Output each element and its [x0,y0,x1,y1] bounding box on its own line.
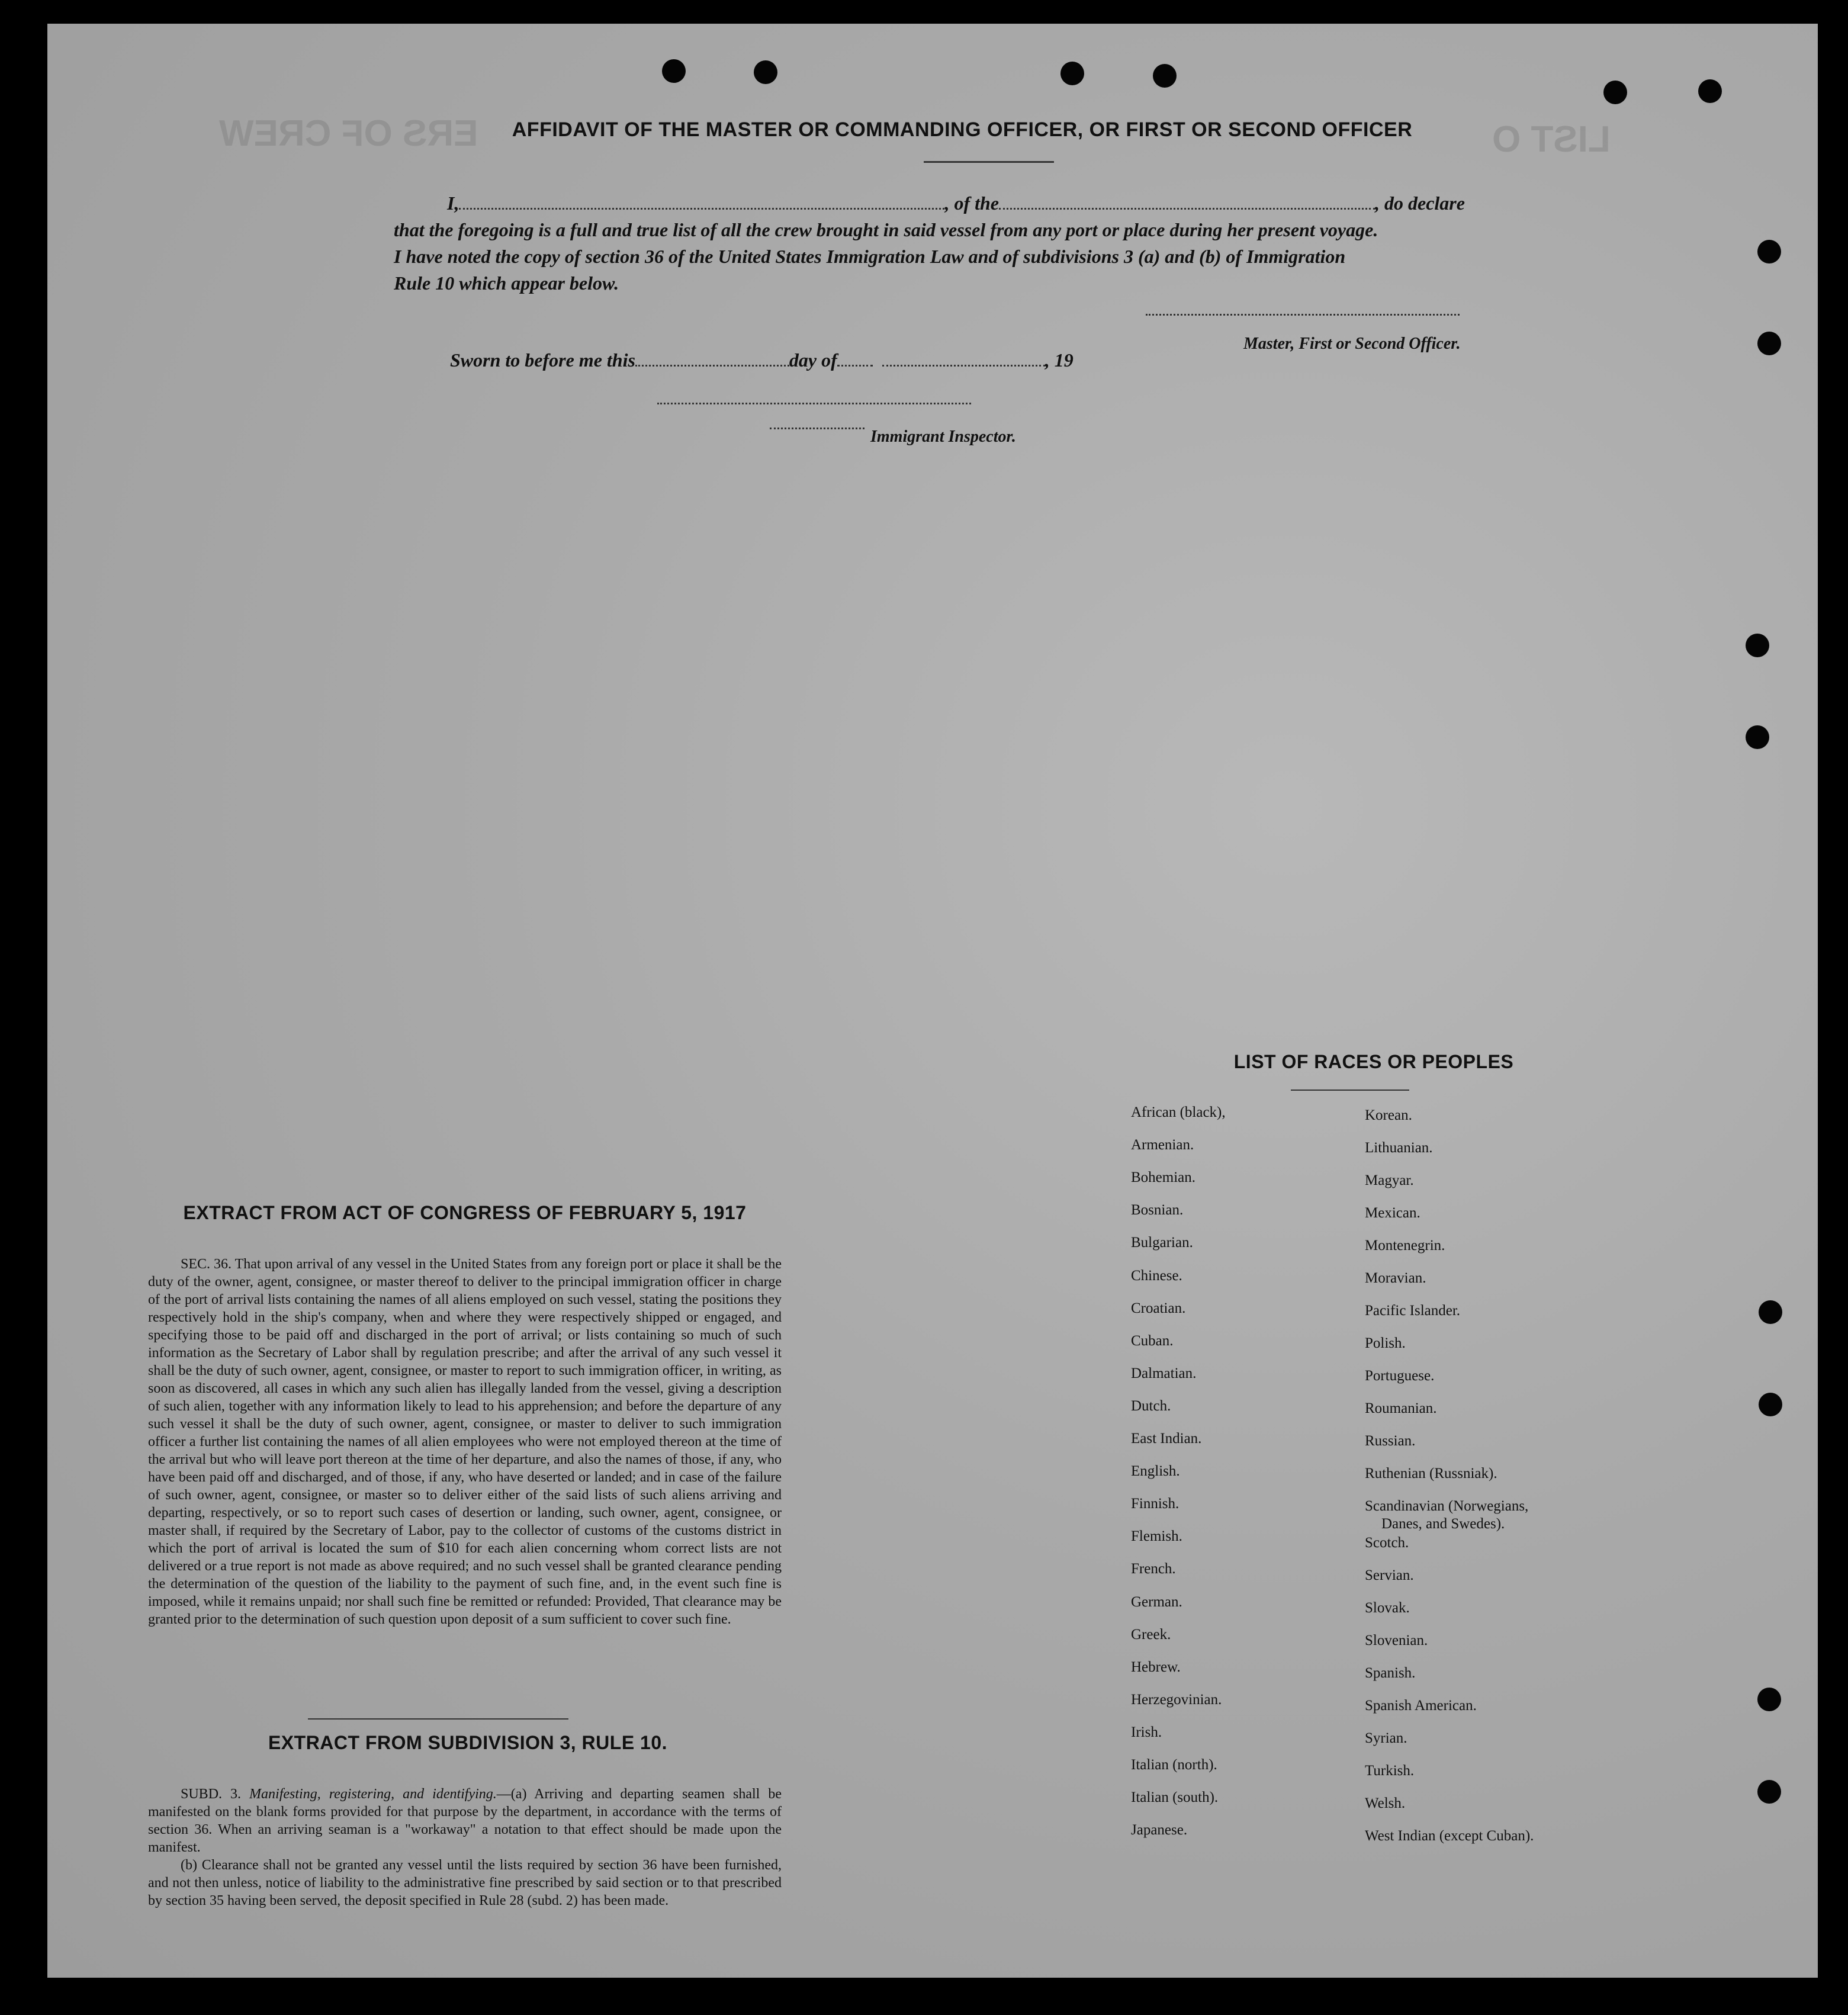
race-item: Ruthenian (Russniak). [1365,1466,1497,1481]
subd-italic-heading: Manifesting, registering, and identifying. [249,1786,497,1802]
punch-hole-icon [1603,81,1627,104]
race-item: Cuban. [1131,1332,1174,1349]
races-title: LIST OF RACES OR PEOPLES [1233,1051,1514,1072]
races-divider [1291,1090,1409,1091]
race-item: Portuguese. [1365,1368,1435,1384]
race-item: Scotch. [1365,1535,1409,1551]
punch-hole-icon [754,60,777,84]
race-item: Bosnian. [1131,1202,1184,1219]
race-item: French. [1131,1561,1176,1577]
master-signature-field[interactable] [1146,314,1460,316]
race-item: Spanish American. [1365,1698,1477,1714]
extract-rule-title: EXTRACT FROM SUBDIVISION 3, RULE 10. [268,1732,668,1753]
subd-para-a-text: —(a) Arriving and departing seamen shall be manifested on the blank forms provided for that purpose by the department, in accordance with the terms of section 36. When an arriving seaman is a "workaway" a notation to that effect should be made upon the manifest. [148,1786,782,1855]
race-item: Scandinavian (Norwegians, [1365,1498,1529,1514]
document-page [47,24,1818,1978]
inspector-signature-field[interactable] [657,403,971,404]
punch-hole-icon [662,59,686,83]
punch-hole-icon [1757,240,1781,263]
race-item: Servian. [1365,1567,1414,1583]
race-item: Slovenian. [1365,1632,1428,1648]
sworn-line [450,349,1074,371]
year-label: , 19 [1044,349,1074,371]
race-item: Irish. [1131,1724,1162,1740]
punch-hole-icon [1759,1300,1782,1324]
race-item: English. [1131,1463,1180,1480]
declare-label: , do declare [1375,192,1465,214]
sworn-month-field-2[interactable] [882,365,1045,367]
punch-hole-icon [1757,1780,1781,1804]
declaration-line-3: I have noted the copy of section 36 of the United States Immigration Law and of subdivisions 3 (a) and (b) of Immigration [394,246,1346,267]
declaration-line-2: that the foregoing is a full and true list of all the crew brought in said vessel from any port or place during her present voyage. [394,219,1378,240]
race-item: Korean. [1365,1107,1412,1123]
day-of-label: day of [789,349,837,371]
race-item: Dalmatian. [1131,1365,1197,1381]
extract-divider [308,1718,568,1720]
race-item: Turkish. [1365,1763,1415,1779]
punch-hole-icon [1153,64,1177,88]
race-item: Hebrew. [1131,1659,1181,1675]
race-item: Slovak. [1365,1600,1410,1616]
punch-hole-icon [1746,634,1769,657]
race-item: Magyar. [1365,1172,1414,1188]
race-item: East Indian. [1131,1431,1202,1447]
race-item: Bulgarian. [1131,1235,1193,1251]
extract-act-title: EXTRACT FROM ACT OF CONGRESS OF FEBRUARY 5, 1917 [183,1202,747,1223]
race-item: West Indian (except Cuban). [1365,1828,1534,1844]
declarant-name-field[interactable] [459,208,944,210]
race-item: Japanese. [1131,1822,1188,1839]
race-item: Armenian. [1131,1137,1194,1153]
inspector-label: Immigrant Inspector. [870,428,1016,446]
sworn-label: Sworn to before me this [450,349,635,371]
extract-act-body: SEC. 36. That upon arrival of any vessel in the United States from any foreign port or place it shall be the duty of the owner, agent, consignee, or master thereof to deliver to the principal immigration officer in charge of the port of arrival lists containing the names of all aliens employed on such vessel, stating the positions they respectively hold in the ship's company, when and where they were respectively shipped or engaged, and specifying those to be paid off and discharged in the port of arrival; or lists containing so much of such information as the Secretary of Labor shall by regulation prescribe; and after the arrival of any such vessel it shall be the duty of such owner, agent, consignee, or master to report to such immigration officer, in writing, as soon as discovered, all cases in which any such alien has illegally landed from the vessel, giving a description of such alien, together with any information likely to lead to his apprehension; and before the departure of any such vessel it shall be the duty of such owner, agent, consignee, or master to deliver to such immigration officer a further list containing the names of all alien employees who were not employed thereon at the time of the arrival but who will leave port thereon at the time of her departure, and also the names of those, if any, who have been paid off and discharged, and of those, if any, who have deserted or landed; and in case of the failure of such owner, agent, consignee, or master so to deliver either of the said lists of such aliens arriving and departing, respectively, or so to report such cases of desertion or landing, such owner, agent, consignee, or master shall, if required by the Secretary of Labor, pay to the collector of customs of the customs district in which the port of arrival is located the sum of $10 for each alien concerning whom correct lists are not delivered or a true report is not made as above required; and no such vessel shall be granted clearance pending the determination of the question of the liability to the payment of such fine, and, in the event such fine is imposed, while it remains unpaid; nor shall such fine be remitted or refunded: Provided, That clearance may be granted prior to the determination of such question upon deposit of a sum sufficient to cover such fine. [148,1256,782,1627]
race-item: German. [1131,1593,1182,1610]
race-item: Polish. [1365,1335,1406,1351]
race-item: Russian. [1365,1433,1416,1449]
extract-rule-para-a [148,1785,782,1856]
race-item: Finnish. [1131,1496,1179,1512]
race-item: Flemish. [1131,1528,1182,1545]
declaration-line-4: Rule 10 which appear below. [394,272,619,294]
inspector-signature-field-2[interactable] [770,428,864,429]
punch-hole-icon [1060,62,1084,85]
extract-rule-para-b: (b) Clearance shall not be granted any vessel until the lists required by section 36 have been furnished, and not then unless, notice of liability to the administrative fine prescribed by said section or to that prescribed by section 35 having been served, the deposit specified in Rule 28 (subd. 2) has been made. [148,1857,782,1908]
declarant-prefix: I, [447,192,459,214]
punch-hole-icon [1759,1393,1782,1416]
race-item: Mexican. [1365,1205,1420,1221]
race-item: Italian (north). [1131,1757,1217,1773]
punch-hole-icon [1698,79,1722,103]
vessel-name-field[interactable] [999,208,1375,210]
subd-prefix: SUBD. 3. [181,1786,242,1802]
punch-hole-icon [1757,332,1781,355]
master-signature-label: Master, First or Second Officer. [1243,335,1461,353]
race-item: Montenegrin. [1365,1238,1445,1254]
bleed-through: ERS OF CREW [219,113,478,154]
affidavit-title: AFFIDAVIT OF THE MASTER OR COMMANDING OFFICER, OR FIRST OR SECOND OFFICER [512,118,1413,141]
race-item: Pacific Islander. [1365,1303,1461,1319]
of-the-label: , of the [944,192,999,214]
race-item: Spanish. [1365,1665,1416,1681]
race-item: Italian (south). [1131,1789,1219,1806]
race-item: Roumanian. [1365,1400,1437,1416]
race-item: Syrian. [1365,1730,1407,1746]
title-divider [924,161,1054,163]
sworn-month-field[interactable] [837,365,873,367]
punch-hole-icon [1746,725,1769,749]
race-item: Chinese. [1131,1267,1182,1284]
bleed-through: LIST O [1492,119,1611,160]
race-item: Welsh. [1365,1795,1406,1811]
race-item: Danes, and Swedes). [1381,1516,1505,1532]
race-item: Lithuanian. [1365,1140,1433,1156]
race-item: Bohemian. [1131,1169,1196,1186]
race-item: Moravian. [1365,1270,1426,1286]
punch-hole-icon [1757,1688,1781,1711]
race-item: Greek. [1131,1626,1171,1643]
declaration-line-1 [447,192,1548,214]
race-item: Croatian. [1131,1300,1186,1316]
race-item: African (black), [1131,1104,1226,1120]
sworn-day-field[interactable] [635,365,789,367]
race-item: Herzegovinian. [1131,1691,1222,1708]
race-item: Dutch. [1131,1397,1171,1414]
